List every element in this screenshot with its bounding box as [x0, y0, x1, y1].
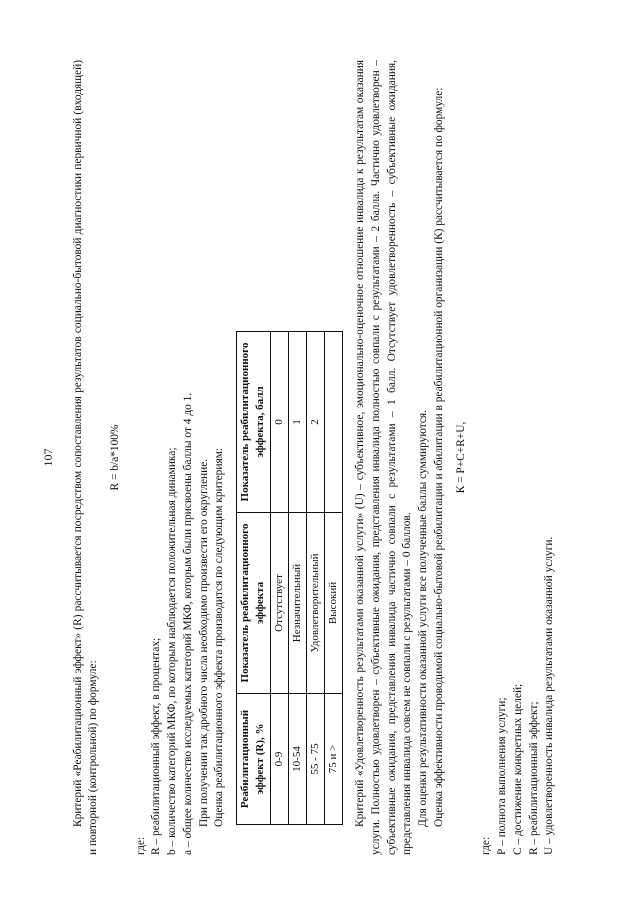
- definition-r: R – реабилитационный эффект, в процентах;: [150, 637, 163, 855]
- table-cell: 75 и >: [325, 694, 343, 825]
- table-cell: 10-54: [288, 694, 306, 825]
- table-cell: 55 - 75: [306, 694, 324, 825]
- table-cell: 0-9: [270, 694, 288, 825]
- rehab-effect-table: [236, 331, 343, 825]
- where-label-2: где:: [480, 836, 493, 855]
- table-header-row: [237, 332, 270, 825]
- criteria-note: Оценка реабилитационного эффекта производится по следующим критериям:: [213, 447, 226, 827]
- paragraph-sum-note: Для оценки результативности оказанной услуги все полученные баллы суммируются.: [417, 410, 430, 827]
- table-cell: 1: [288, 332, 306, 513]
- page-number: 107: [41, 448, 55, 467]
- table-cell: 2: [306, 332, 324, 513]
- table-cell: Незначительный: [288, 513, 306, 694]
- definition-b: b – количество категорий МКФ, по которым наблюдается положительная динамика;: [166, 447, 179, 855]
- paragraph-efficiency: Оценка эффективности проводимой социально-бытовой реабилитации и абилитации в реабилитационной организации (К) рассчитывается по формуле:: [432, 87, 445, 827]
- table-row: [306, 332, 324, 825]
- table-cell: Удовлетворительный: [306, 513, 324, 694]
- definition-p: Р – полнота выполнения услуги;: [496, 697, 509, 855]
- definition-a: a – общее количество исследуемых категорий МКФ, которым были присвоены баллы от 4 до 1.: [181, 392, 194, 855]
- table-row: [325, 332, 343, 825]
- where-label-1: где:: [134, 836, 147, 855]
- table-header-cell: Реабилитационный эффект (R), %: [237, 694, 270, 825]
- table-row: [270, 332, 288, 825]
- paragraph-rehab-effect: Критерий «Реабилитационный эффект» (R) рассчитывается посредством сопоставления результатов социально-бытовой диагностики первичной (входящей) и повторной (контрольной) по формуле:: [71, 60, 100, 855]
- table-header-cell: Показатель реабилитационного эффекта, балл: [237, 332, 270, 513]
- table-cell: [325, 332, 343, 513]
- table-header-cell: Показатель реабилитационного эффекта: [237, 513, 270, 694]
- rounding-note: При получении так дробного числа необходимо произвести его округление.: [197, 458, 210, 827]
- table-cell: 0: [270, 332, 288, 513]
- table-cell: Отсутствует: [270, 513, 288, 694]
- definition-u: U – удовлетворенность инвалида результатами оказанной услуги.: [543, 536, 556, 855]
- definition-c: С – достижение конкретных целей;: [511, 683, 524, 855]
- paragraph-satisfaction: Критерий «Удовлетворенность результатами оказанной услуги» (U) – субъективное, эмоционально-оценочное отношение инвалида к результатам оказания услуги. Полностью удовлетворен – субъективные ожидания, представления инвалида полностью совпали с результатами – 2 балла. Частично удовлетворен – субъективные ожидания, представления инвалида частично совпали с результатами – 1 балл. Отсутствует удовлетворенность – субъективные ожидания, представления инвалида совсем не совпали с результатами – 0 баллов.: [354, 60, 414, 855]
- table-cell: Высокий: [325, 513, 343, 694]
- formula-r: R = b/a*100%: [109, 424, 122, 491]
- definition-r2: R – реабилитационный эффект;: [527, 701, 540, 855]
- table-row: [288, 332, 306, 825]
- formula-k: К = Р+С+R+U,: [454, 421, 467, 494]
